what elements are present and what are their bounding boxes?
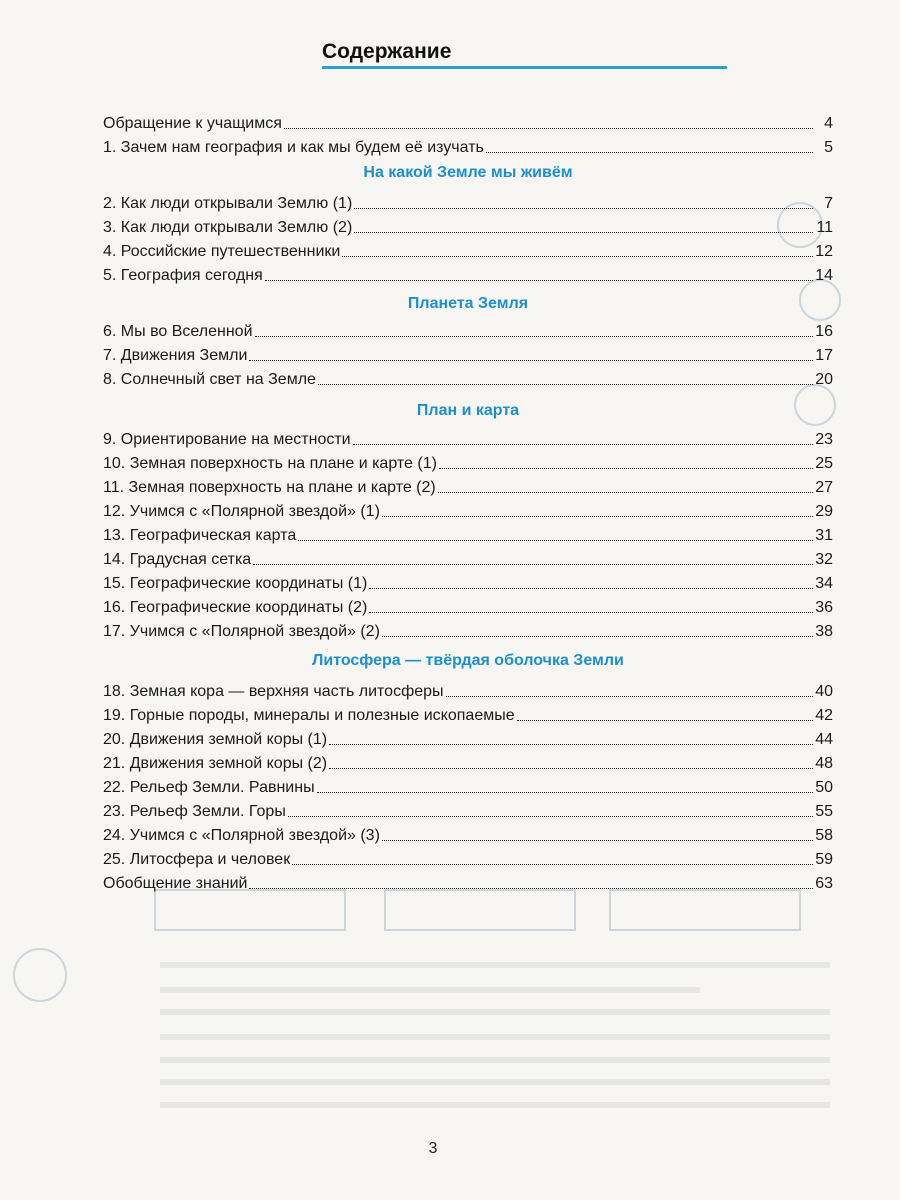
- leader-dots: [353, 444, 813, 445]
- toc-entry-page: 20: [815, 371, 833, 388]
- leader-dots: [265, 280, 813, 281]
- section-heading: Планета Земля: [407, 295, 529, 312]
- leader-dots: [288, 816, 813, 817]
- toc-entry-page: 12: [815, 243, 833, 260]
- toc-entry-page: 4: [824, 115, 833, 132]
- toc-entry-label: 15. Географические координаты (1): [103, 575, 368, 592]
- toc-entry-label: 16. Географические координаты (2): [103, 599, 368, 616]
- toc-entry[interactable]: [103, 318, 833, 342]
- toc-entry-page: 50: [815, 779, 833, 796]
- toc-entry[interactable]: [103, 846, 833, 870]
- toc-entry-label: 1. Зачем нам география и как мы будем её изучать: [103, 139, 484, 156]
- toc-entry[interactable]: [103, 618, 833, 642]
- leader-dots: [249, 888, 813, 889]
- toc-entry-label: 4. Российские путешественники: [103, 243, 341, 260]
- leader-dots: [382, 516, 813, 517]
- toc-entry-label: 11. Земная поверхность на плане и карте (2): [103, 479, 436, 496]
- toc-entry-label: 9. Ориентирование на местности: [103, 431, 351, 448]
- toc-entry-label: 21. Движения земной коры (2): [103, 755, 328, 772]
- toc-entry[interactable]: [103, 822, 833, 846]
- leader-dots: [438, 492, 813, 493]
- section-heading: Литосфера — твёрдая оболочка Земли: [312, 652, 624, 669]
- toc-entry-label: 14. Градусная сетка: [103, 551, 252, 568]
- toc-entry[interactable]: [103, 546, 833, 570]
- toc-entry[interactable]: [103, 702, 833, 726]
- toc-entry[interactable]: [103, 522, 833, 546]
- toc-entry[interactable]: [103, 678, 833, 702]
- toc-entry-page: 58: [815, 827, 833, 844]
- toc-entry-page: 7: [824, 195, 833, 212]
- leader-dots: [369, 612, 813, 613]
- toc-entry-page: 59: [815, 851, 833, 868]
- toc-entry-label: 3. Как люди открывали Землю (2): [103, 219, 353, 236]
- toc-entry[interactable]: [103, 474, 833, 498]
- leader-dots: [329, 768, 813, 769]
- toc-entry-label: Обращение к учащимся: [103, 115, 282, 132]
- toc-entry[interactable]: [103, 498, 833, 522]
- toc-entry[interactable]: [103, 342, 833, 366]
- leader-dots: [382, 840, 813, 841]
- toc-entry-page: 44: [815, 731, 833, 748]
- toc-entry-page: 32: [815, 551, 833, 568]
- leader-dots: [255, 336, 813, 337]
- toc-entry-label: 12. Учимся с «Полярной звездой» (1): [103, 503, 380, 520]
- leader-dots: [439, 468, 813, 469]
- toc-entry-label: 24. Учимся с «Полярной звездой» (3): [103, 827, 380, 844]
- toc-entry-page: 55: [815, 803, 833, 820]
- toc-entry[interactable]: [103, 570, 833, 594]
- toc-entry-label: 10. Земная поверхность на плане и карте (1): [103, 455, 437, 472]
- leader-dots: [517, 720, 813, 721]
- toc-entry-page: 29: [815, 503, 833, 520]
- leader-dots: [298, 540, 813, 541]
- page-number: 3: [428, 1140, 438, 1157]
- toc-entry-page: 31: [815, 527, 833, 544]
- toc-entry[interactable]: [103, 450, 833, 474]
- toc-entry-label: 8. Солнечный свет на Земле: [103, 371, 316, 388]
- toc-entry-label: 2. Как люди открывали Землю (1): [103, 195, 353, 212]
- toc-entry-page: 23: [815, 431, 833, 448]
- leader-dots: [317, 792, 813, 793]
- toc-entry-page: 38: [815, 623, 833, 640]
- toc-entry[interactable]: [103, 134, 833, 158]
- toc-entry-label: 18. Земная кора — верхняя часть литосферы: [103, 683, 444, 700]
- toc-entry-page: 40: [815, 683, 833, 700]
- leader-dots: [486, 152, 813, 153]
- page-title: Содержание: [322, 40, 452, 63]
- leader-dots: [253, 564, 813, 565]
- toc-entry-label: 23. Рельеф Земли. Горы: [103, 803, 286, 820]
- section-heading: План и карта: [416, 402, 520, 419]
- toc-entry-page: 16: [815, 323, 833, 340]
- toc-entry[interactable]: [103, 262, 833, 286]
- toc-entry[interactable]: [103, 366, 833, 390]
- leader-dots: [354, 208, 813, 209]
- toc-entry-page: 14: [815, 267, 833, 284]
- toc-entry[interactable]: [103, 798, 833, 822]
- leader-dots: [382, 636, 813, 637]
- leader-dots: [446, 696, 813, 697]
- leader-dots: [292, 864, 813, 865]
- toc-entry[interactable]: [103, 110, 833, 134]
- toc-entry-label: 17. Учимся с «Полярной звездой» (2): [103, 623, 380, 640]
- toc-entry-page: 48: [815, 755, 833, 772]
- toc-entry-label: 20. Движения земной коры (1): [103, 731, 328, 748]
- toc-entry-page: 36: [815, 599, 833, 616]
- section-heading: На какой Земле мы живём: [363, 164, 573, 181]
- toc-entry-label: 13. Географическая карта: [103, 527, 297, 544]
- toc-entry-label: 19. Горные породы, минералы и полезные ископаемые: [103, 707, 515, 724]
- title-underline: [322, 66, 727, 69]
- leader-dots: [342, 256, 813, 257]
- toc-entry[interactable]: [103, 426, 833, 450]
- toc-entry-label: 7. Движения Земли: [103, 347, 248, 364]
- toc-entry[interactable]: [103, 726, 833, 750]
- toc-entry[interactable]: [103, 594, 833, 618]
- leader-dots: [284, 128, 813, 129]
- toc-entry-page: 63: [815, 875, 833, 892]
- toc-entry-label: 25. Литосфера и человек: [103, 851, 291, 868]
- toc-entry-label: 5. География сегодня: [103, 267, 263, 284]
- toc-entry-page: 11: [816, 219, 833, 236]
- toc-entry-page: 25: [815, 455, 833, 472]
- leader-dots: [249, 360, 813, 361]
- leader-dots: [369, 588, 813, 589]
- leader-dots: [318, 384, 813, 385]
- toc-entry[interactable]: [103, 870, 833, 894]
- toc-entry[interactable]: [103, 214, 833, 238]
- toc-entry-label: 6. Мы во Вселенной: [103, 323, 253, 340]
- toc-entry-page: 17: [815, 347, 833, 364]
- toc-entry-label: 22. Рельеф Земли. Равнины: [103, 779, 315, 796]
- toc-entry[interactable]: [103, 774, 833, 798]
- toc-entry-page: 42: [815, 707, 833, 724]
- toc-entry-label: Обобщение знаний: [103, 875, 248, 892]
- toc-entry[interactable]: [103, 750, 833, 774]
- toc-entry[interactable]: [103, 238, 833, 262]
- toc-entry-page: 34: [815, 575, 833, 592]
- toc-entry-page: 27: [815, 479, 833, 496]
- toc-entry[interactable]: [103, 190, 833, 214]
- leader-dots: [354, 232, 813, 233]
- leader-dots: [329, 744, 813, 745]
- toc-entry-page: 5: [824, 139, 833, 156]
